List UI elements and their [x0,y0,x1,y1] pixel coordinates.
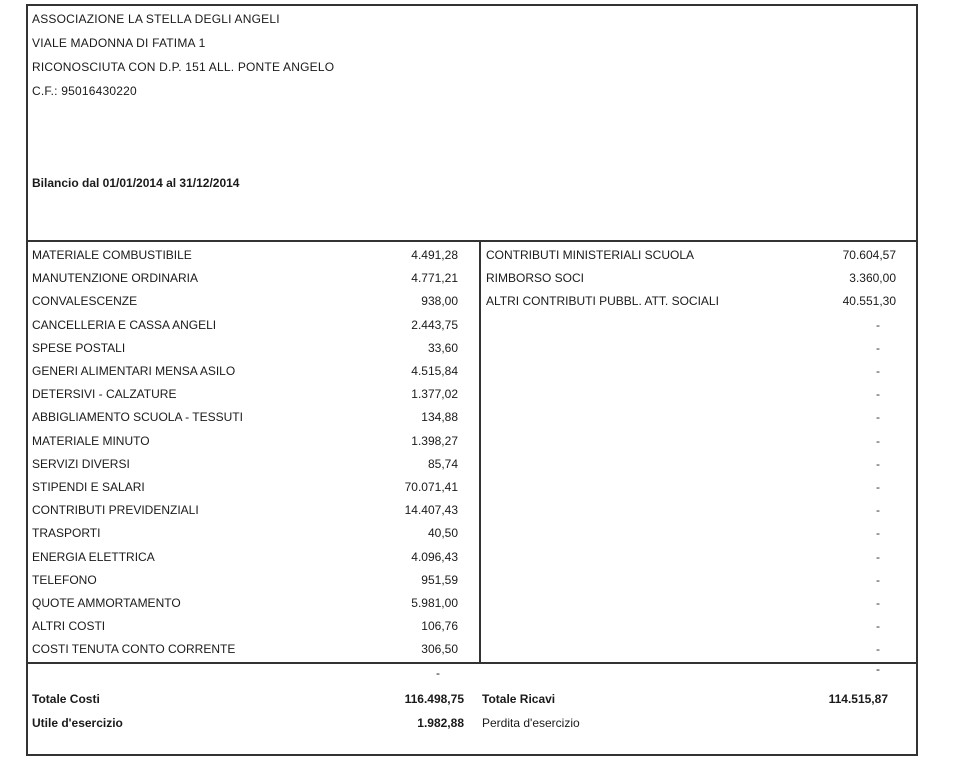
profit-value: 1.982,88 [417,716,464,730]
cost-row [28,383,458,405]
empty-value-dash: - [876,480,880,494]
empty-value-dash: - [876,387,880,402]
empty-value-dash: - [876,317,880,332]
cost-value: 4.771,21 [411,271,458,286]
loss-label: Perdita d'esercizio [482,716,580,730]
cost-value: 134,88 [421,410,458,425]
cost-row [28,592,458,614]
revenue-row [482,267,896,289]
cost-value: 106,76 [421,619,458,634]
cost-row [28,615,458,637]
column-divider [479,240,481,662]
cost-value: 1.398,27 [411,433,458,448]
empty-value-dash: - [876,572,880,587]
empty-value-dash: - [876,364,880,378]
cost-row [28,638,458,660]
cost-value: 14.407,43 [404,503,458,518]
cost-value: 4.491,28 [411,248,458,262]
org-recognition: RICONOSCIUTA CON D.P. 151 ALL. PONTE ANGELO [32,60,335,74]
empty-value-dash: - [876,596,880,610]
cost-label: DETERSIVI - CALZATURE [32,387,177,402]
cost-label: CONVALESCENZE [32,294,138,309]
cost-label: STIPENDI E SALARI [32,480,145,494]
cost-value: 1.377,02 [411,387,458,402]
cost-label: MATERIALE COMBUSTIBILE [32,248,192,262]
totals-section [28,662,916,756]
cost-value: 85,74 [427,456,458,471]
cost-row [28,453,458,475]
cost-label: GENERI ALIMENTARI MENSA ASILO [32,364,236,378]
cost-value: 306,50 [421,642,458,657]
cost-label: COSTI TENUTA CONTO CORRENTE [32,642,236,657]
cost-row [28,314,458,336]
cost-row [28,267,458,289]
total-costs-label: Totale Costi [32,692,100,706]
revenue-value: 70.604,57 [842,248,896,262]
balance-sheet [26,4,918,756]
columns-section [28,240,916,664]
cost-label: SPESE POSTALI [32,340,126,355]
cost-row [28,476,458,498]
empty-value-dash: - [876,340,880,355]
org-tax-code: C.F.: 95016430220 [32,84,137,98]
cost-value: 4.515,84 [411,364,458,378]
empty-value-dash: - [876,549,880,564]
cost-label: TRASPORTI [32,526,101,541]
total-revenues-label: Totale Ricavi [482,692,556,706]
cost-value: 70.071,41 [404,480,458,494]
cost-value: 951,59 [421,572,458,587]
cost-label: CONTRIBUTI PREVIDENZIALI [32,503,199,518]
cost-value: 2.443,75 [411,317,458,332]
cost-row [28,360,458,382]
revenue-label: CONTRIBUTI MINISTERIALI SCUOLA [486,248,695,262]
cost-label: QUOTE AMMORTAMENTO [32,596,181,610]
revenue-row [482,290,896,312]
cost-value: 4.096,43 [411,549,458,564]
empty-value-dash: - [876,642,880,657]
empty-value-dash: - [876,503,880,518]
revenue-value: 40.551,30 [842,294,896,309]
org-name: ASSOCIAZIONE LA STELLA DEGLI ANGELI [32,12,280,26]
cost-label: TELEFONO [32,572,97,587]
cost-row [28,337,458,359]
cost-label: MATERIALE MINUTO [32,433,150,448]
cost-row [28,406,458,428]
empty-value-dash: - [876,410,880,425]
cost-value: 5.981,00 [411,596,458,610]
revenues-dash: - [876,662,880,676]
cost-label: SERVIZI DIVERSI [32,456,130,471]
cost-row [28,499,458,521]
cost-row [28,430,458,452]
total-costs-value: 116.498,75 [404,692,464,706]
cost-value: 40,50 [427,526,458,541]
cost-label: ALTRI COSTI [32,619,106,634]
revenue-row [482,244,896,266]
org-address: VIALE MADONNA DI FATIMA 1 [32,36,206,50]
cost-value: 33,60 [427,340,458,355]
profit-label: Utile d'esercizio [32,716,123,730]
revenue-label: RIMBORSO SOCI [486,271,585,286]
empty-value-dash: - [876,526,880,541]
cost-row [28,244,458,266]
empty-value-dash: - [876,456,880,471]
cost-label: CANCELLERIA E CASSA ANGELI [32,317,217,332]
empty-value-dash: - [876,619,880,634]
cost-value: 938,00 [421,294,458,309]
cost-row [28,569,458,591]
empty-value-dash: - [876,433,880,448]
costs-dash: - [436,666,440,680]
total-revenues-value: 114.515,87 [828,692,888,706]
header-section [28,6,916,242]
cost-label: MANUTENZIONE ORDINARIA [32,271,199,286]
revenue-value: 3.360,00 [849,271,896,286]
cost-row [28,546,458,568]
revenue-label: ALTRI CONTRIBUTI PUBBL. ATT. SOCIALI [486,294,719,309]
cost-row [28,522,458,544]
cost-row [28,290,458,312]
cost-label: ABBIGLIAMENTO SCUOLA - TESSUTI [32,410,243,425]
report-title: Bilancio dal 01/01/2014 al 31/12/2014 [32,176,240,190]
cost-label: ENERGIA ELETTRICA [32,549,155,564]
